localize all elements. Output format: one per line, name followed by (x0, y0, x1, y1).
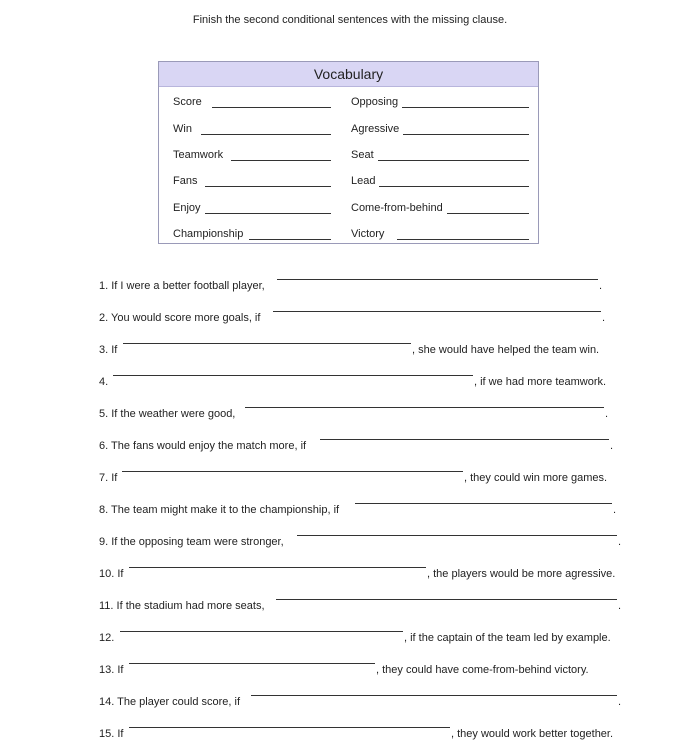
vocabulary-blank[interactable] (378, 160, 529, 161)
vocabulary-title: Vocabulary (159, 62, 538, 87)
vocabulary-word: Enjoy (173, 202, 201, 214)
vocabulary-word: Lead (351, 175, 376, 187)
exercise-ending: , the players would be more agressive. (427, 568, 616, 580)
exercise-item (0, 503, 700, 519)
vocabulary-blank[interactable] (205, 213, 331, 214)
vocabulary-word: Win (173, 123, 192, 135)
exercise-item (0, 279, 700, 295)
exercise-ending: , they would work better together. (451, 728, 614, 740)
exercise-ending: . (599, 280, 603, 292)
exercise-item (0, 695, 700, 711)
exercise-ending: , they could have come-from-behind victory. (376, 664, 589, 676)
exercise-prompt: 3. If (99, 344, 118, 356)
exercise-ending: . (605, 408, 609, 420)
vocabulary-blank[interactable] (447, 213, 529, 214)
exercise-item (0, 599, 700, 615)
exercise-item (0, 535, 700, 551)
answer-blank[interactable] (276, 599, 617, 600)
exercise-prompt: 1. If I were a better football player, (99, 280, 265, 292)
exercise-prompt: 9. If the opposing team were stronger, (99, 536, 284, 548)
vocabulary-blank[interactable] (205, 186, 331, 187)
instructions: Finish the second conditional sentences with the missing clause. (192, 14, 508, 26)
exercise-prompt: 15. If (99, 728, 124, 740)
exercise-ending: . (618, 600, 622, 612)
vocabulary-word: Come-from-behind (351, 202, 443, 214)
vocabulary-blank[interactable] (379, 186, 529, 187)
vocabulary-blank[interactable] (403, 134, 529, 135)
vocabulary-row (159, 174, 540, 188)
exercise-item (0, 407, 700, 423)
vocabulary-row (159, 227, 540, 241)
exercise-ending: . (610, 440, 614, 452)
exercise-ending: . (613, 504, 617, 516)
vocabulary-word: Opposing (351, 96, 399, 108)
vocabulary-box (158, 61, 539, 244)
vocabulary-row (159, 95, 540, 109)
answer-blank[interactable] (245, 407, 604, 408)
vocabulary-blank[interactable] (212, 107, 331, 108)
exercise-prompt: 5. If the weather were good, (99, 408, 236, 420)
exercise-ending: , if we had more teamwork. (474, 376, 607, 388)
exercise-item (0, 343, 700, 359)
exercise-ending: . (618, 696, 622, 708)
answer-blank[interactable] (120, 631, 403, 632)
vocabulary-blank[interactable] (402, 107, 529, 108)
exercise-item (0, 663, 700, 679)
exercise-ending: , if the captain of the team led by example. (404, 632, 611, 644)
vocabulary-blank[interactable] (231, 160, 331, 161)
vocabulary-row (159, 148, 540, 162)
vocabulary-word: Fans (173, 175, 198, 187)
exercise-prompt: 12. (99, 632, 115, 644)
exercise-item (0, 567, 700, 583)
exercise-ending: . (602, 312, 606, 324)
vocabulary-word: Victory (351, 228, 385, 240)
exercise-item (0, 375, 700, 391)
answer-blank[interactable] (277, 279, 598, 280)
vocabulary-blank[interactable] (249, 239, 331, 240)
vocabulary-word: Agressive (351, 123, 400, 135)
vocabulary-word: Seat (351, 149, 374, 161)
vocabulary-row (159, 122, 540, 136)
exercise-prompt: 4. (99, 376, 109, 388)
answer-blank[interactable] (123, 343, 411, 344)
answer-blank[interactable] (129, 567, 426, 568)
exercise-ending: . (618, 536, 622, 548)
exercise-prompt: 2. You would score more goals, if (99, 312, 261, 324)
exercise-item (0, 311, 700, 327)
vocabulary-row (159, 201, 540, 215)
exercise-prompt: 6. The fans would enjoy the match more, if (99, 440, 307, 452)
exercise-item (0, 439, 700, 455)
vocabulary-blank[interactable] (201, 134, 331, 135)
exercise-prompt: 13. If (99, 664, 124, 676)
answer-blank[interactable] (320, 439, 609, 440)
exercise-item (0, 631, 700, 647)
answer-blank[interactable] (113, 375, 473, 376)
exercise-ending: , they could win more games. (464, 472, 608, 484)
vocabulary-word: Teamwork (173, 149, 224, 161)
answer-blank[interactable] (129, 727, 450, 728)
exercise-prompt: 7. If (99, 472, 118, 484)
answer-blank[interactable] (122, 471, 463, 472)
answer-blank[interactable] (129, 663, 375, 664)
vocabulary-word: Score (173, 96, 202, 108)
exercise-ending: , she would have helped the team win. (412, 344, 600, 356)
answer-blank[interactable] (355, 503, 612, 504)
exercise-item (0, 471, 700, 487)
exercise-prompt: 10. If (99, 568, 124, 580)
vocabulary-blank[interactable] (397, 239, 529, 240)
vocabulary-word: Championship (173, 228, 244, 240)
answer-blank[interactable] (297, 535, 617, 536)
exercise-prompt: 14. The player could score, if (99, 696, 241, 708)
answer-blank[interactable] (273, 311, 601, 312)
answer-blank[interactable] (251, 695, 617, 696)
exercise-prompt: 11. If the stadium had more seats, (99, 600, 265, 612)
exercise-prompt: 8. The team might make it to the championship, if (99, 504, 340, 516)
exercise-item (0, 727, 700, 743)
